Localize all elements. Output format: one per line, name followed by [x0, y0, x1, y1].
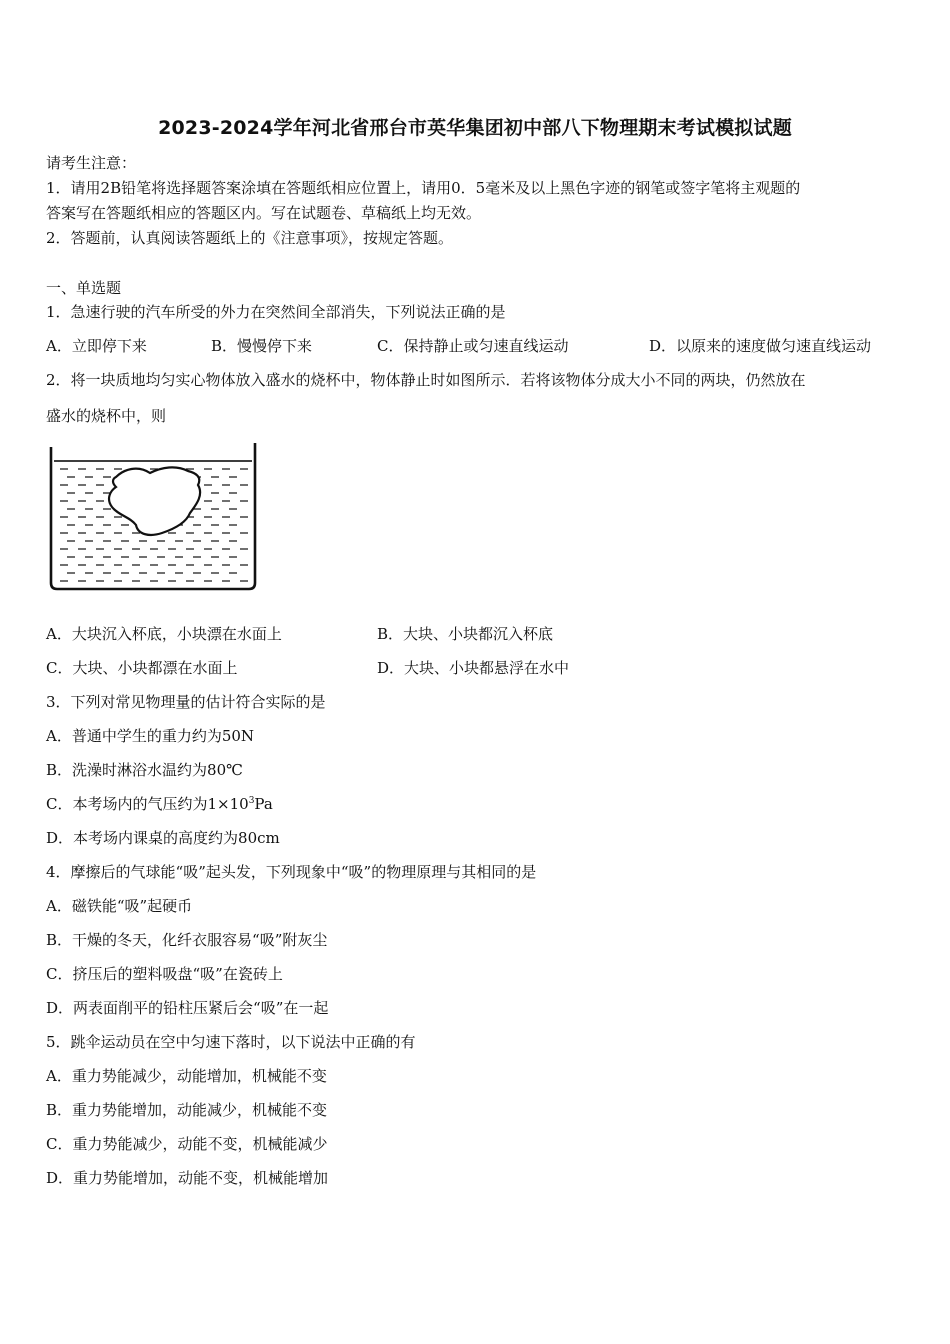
question-5-option-d: D．重力势能增加，动能不变，机械能增加	[46, 1169, 329, 1187]
question-2-option-a: A．大块沉入杯底，小块漂在水面上	[46, 625, 282, 643]
question-3-option-b: B．洗澡时淋浴水温约为80℃	[46, 761, 243, 779]
question-2-option-b: B．大块、小块都沉入杯底	[377, 625, 554, 643]
notice-heading: 请考生注意：	[46, 154, 137, 172]
question-3-option-c-unit: Pa	[254, 795, 273, 813]
question-5-option-c: C．重力势能减少，动能不变，机械能减少	[46, 1135, 328, 1153]
question-1-stem: 1．急速行驶的汽车所受的外力在突然间全部消失，下列说法正确的是	[46, 303, 506, 321]
section-heading: 一、单选题	[46, 279, 122, 297]
question-4-option-d: D．两表面削平的铅柱压紧后会“吸”在一起	[46, 999, 329, 1017]
page-title: 2023-2024学年河北省邢台市英华集团初中部八下物理期末考试模拟试题	[158, 117, 792, 139]
beaker-figure	[46, 443, 260, 593]
question-3-stem: 3．下列对常见物理量的估计符合实际的是	[46, 693, 326, 711]
question-4-option-a: A．磁铁能“吸”起硬币	[46, 897, 193, 915]
question-1-option-b: B．慢慢停下来	[211, 337, 313, 355]
notice-item-2: 2．答题前，认真阅读答题纸上的《注意事项》，按规定答题。	[46, 229, 454, 247]
question-4-stem: 4．摩擦后的气球能“吸”起头发，下列现象中“吸”的物理原理与其相同的是	[46, 863, 537, 881]
question-4-option-c: C．挤压后的塑料吸盘“吸”在瓷砖上	[46, 965, 283, 983]
question-1-option-a: A．立即停下来	[46, 337, 147, 355]
question-2-stem-line-2: 盛水的烧杯中，则	[46, 407, 167, 425]
question-4-option-b: B．干燥的冬天，化纤衣服容易“吸”附灰尘	[46, 931, 328, 949]
question-3-option-a: A．普通中学生的重力约为50N	[46, 727, 255, 745]
question-5-stem: 5．跳伞运动员在空中匀速下落时，以下说法中正确的有	[46, 1033, 416, 1051]
question-1-option-c: C．保持静止或匀速直线运动	[377, 337, 569, 355]
question-2-option-d: D．大块、小块都悬浮在水中	[377, 659, 570, 677]
question-3-option-d: D．本考场内课桌的高度约为80cm	[46, 829, 280, 847]
question-1-option-d: D．以原来的速度做匀速直线运动	[649, 337, 872, 355]
question-3-option-c	[46, 794, 273, 814]
notice-item-1-line-1: 1．请用2B铅笔将选择题答案涂填在答题纸相应位置上，请用0．5毫米及以上黑色字迹的钢笔或签字笔将主观题的	[46, 179, 801, 197]
notice-item-1-line-2: 答案写在答题纸相应的答题区内。写在试题卷、草稿纸上均无效。	[46, 204, 482, 222]
question-5-option-a: A．重力势能减少，动能增加，机械能不变	[46, 1067, 327, 1085]
question-2-option-c: C．大块、小块都漂在水面上	[46, 659, 238, 677]
question-3-option-c-exponent: 3	[248, 796, 255, 806]
question-3-option-c-text: C．本考场内的气压约为1×10	[46, 795, 249, 813]
question-2-stem-line-1: 2．将一块质地均匀实心物体放入盛水的烧杯中，物体静止时如图所示．若将该物体分成大小不同的两块，仍然放在	[46, 371, 806, 389]
question-5-option-b: B．重力势能增加，动能减少，机械能不变	[46, 1101, 328, 1119]
